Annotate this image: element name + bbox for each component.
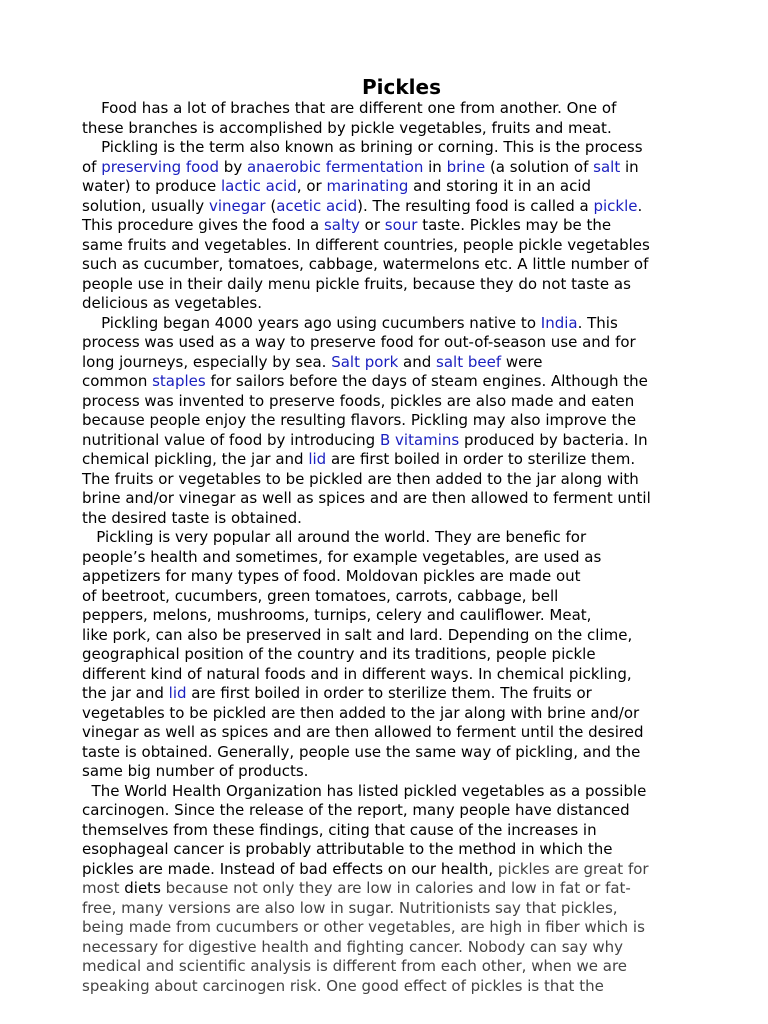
text-line: [82, 704, 722, 724]
text-run: of: [82, 157, 102, 176]
text-run: such as cucumber, tomatoes, cabbage, watermelons etc. A little number of: [82, 255, 649, 273]
text-line: [82, 509, 722, 529]
text-run: common: [82, 372, 153, 390]
text-line: [82, 587, 722, 607]
text-line: [82, 977, 722, 997]
text-line: [82, 782, 722, 802]
text-line: [82, 938, 722, 958]
text-line: [82, 606, 722, 626]
text-run: these branches is accomplished by pickle vegetables, fruits and meat.: [82, 118, 612, 137]
text-run: carcinogen. Since the release of the report, many people have distanced: [82, 801, 630, 819]
text-run: delicious as vegetables.: [82, 294, 262, 312]
text-line: [82, 216, 722, 236]
body-text: [82, 99, 722, 996]
text-line: [82, 99, 722, 119]
hyperlink[interactable]: lid: [168, 684, 187, 702]
text-run: speaking about carcinogen risk. One good effect of pickles is that the: [82, 976, 604, 995]
text-run: being made from cucumbers or other vegetables, are high in fiber which is: [82, 918, 645, 936]
hyperlink[interactable]: salt beef: [436, 352, 502, 371]
hyperlink[interactable]: brine: [446, 157, 486, 176]
text-line: [82, 236, 722, 256]
text-line: [82, 294, 722, 314]
text-line: [82, 723, 722, 743]
text-run: Pickling is the term also known as brining or corning. This is the process: [82, 138, 643, 156]
text-line: [82, 255, 722, 275]
text-run: most: [82, 879, 125, 897]
text-run: (a solution of: [485, 157, 594, 176]
text-run: the jar and: [82, 684, 169, 702]
text-line: [82, 957, 722, 977]
text-run: people’s health and sometimes, for example vegetables, are used as: [82, 547, 602, 566]
text-run: water) to produce: [82, 177, 221, 195]
text-line: [82, 411, 722, 431]
text-line: [82, 762, 722, 782]
text-run: different kind of natural foods and in different ways. In chemical pickling,: [82, 664, 632, 683]
text-run: pickles are great for: [497, 859, 649, 878]
hyperlink[interactable]: salt: [593, 157, 621, 176]
text-line: [82, 918, 722, 938]
hyperlink[interactable]: Salt pork: [331, 352, 399, 371]
text-run: because not only they are low in calories and low in fat or fat-: [160, 879, 631, 897]
text-run: medical and scientific analysis is different from each other, when we are: [82, 957, 628, 975]
text-run: like pork, can also be preserved in salt and lard. Depending on the clime,: [82, 625, 633, 644]
text-line: [82, 743, 722, 763]
text-line: [82, 645, 722, 665]
text-line: [82, 840, 722, 860]
text-run: diets: [124, 879, 161, 897]
hyperlink[interactable]: pickle: [593, 196, 638, 215]
text-line: [82, 801, 722, 821]
text-line: [82, 879, 722, 899]
text-line: [82, 489, 722, 509]
text-run: of beetroot, cucumbers, green tomatoes, carrots, cabbage, bell: [82, 586, 559, 605]
text-line: [82, 119, 722, 139]
text-run: for sailors before the days of steam engines. Although the: [205, 372, 648, 390]
text-line: [82, 626, 722, 646]
text-run: chemical pickling, the jar and: [82, 450, 309, 468]
text-run: Pickling began 4000 years ago using cucumbers native to: [82, 313, 541, 332]
hyperlink[interactable]: sour: [384, 216, 418, 234]
text-run: or: [359, 216, 385, 234]
text-run: same big number of products.: [82, 762, 309, 780]
text-run: pickles are made. Instead of bad effects on our health,: [82, 859, 498, 878]
text-line: [82, 158, 722, 178]
text-run: solution, usually: [82, 196, 209, 215]
text-run: Food has a lot of braches that are different one from another. One of: [82, 99, 617, 117]
text-run: produced by bacteria. In: [459, 430, 648, 449]
text-line: [82, 860, 722, 880]
text-run: esophageal cancer is probably attributable to the method in which the: [82, 840, 613, 858]
text-line: [82, 899, 722, 919]
hyperlink[interactable]: acetic acid: [276, 196, 358, 215]
text-line: [82, 275, 722, 295]
text-run: (: [265, 196, 277, 215]
text-line: [82, 470, 722, 490]
text-line: [82, 567, 722, 587]
hyperlink[interactable]: salty: [323, 216, 360, 234]
text-run: in: [423, 157, 447, 176]
text-run: process was used as a way to preserve food for out-of-season use and for: [82, 333, 636, 351]
text-run: taste. Pickles may be the: [417, 216, 612, 234]
text-run: taste is obtained. Generally, people use the same way of pickling, and the: [82, 742, 641, 761]
text-run: necessary for digestive health and fighting cancer. Nobody can say why: [82, 937, 624, 956]
text-run: are first boiled in order to sterilize them. The fruits or: [186, 684, 592, 702]
text-line: [82, 314, 722, 334]
text-run: vegetables to be pickled are then added to the jar along with brine and/or: [82, 703, 640, 722]
text-run: brine and/or vinegar as well as spices and are then allowed to ferment until: [82, 489, 651, 507]
text-run: .: [637, 196, 643, 215]
hyperlink[interactable]: India: [540, 313, 578, 332]
hyperlink[interactable]: vinegar: [208, 196, 266, 215]
text-line: [82, 684, 722, 704]
text-run: free, many versions are also low in sugar. Nutritionists say that pickles,: [82, 898, 618, 917]
text-run: are first boiled in order to sterilize them.: [326, 450, 636, 468]
text-run: the desired taste is obtained.: [82, 508, 302, 527]
text-run: because people enjoy the resulting flavors. Pickling may also improve the: [82, 411, 637, 429]
text-run: nutritional value of food by introducing: [82, 430, 380, 449]
text-run: Pickling is very popular all around the world. They are benefic for: [82, 528, 587, 546]
text-line: [82, 528, 722, 548]
text-run: vinegar as well as spices and are then allowed to ferment until the desired: [82, 723, 644, 741]
hyperlink[interactable]: lid: [308, 450, 327, 468]
text-run: The World Health Organization has listed pickled vegetables as a possible: [82, 781, 647, 800]
text-run: This procedure gives the food a: [82, 216, 324, 234]
text-line: [82, 392, 722, 412]
text-run: same fruits and vegetables. In different countries, people pickle vegetables: [82, 235, 650, 254]
hyperlink[interactable]: staples: [152, 372, 206, 390]
text-run: and storing it in an acid: [408, 177, 592, 195]
text-line: [82, 548, 722, 568]
text-run: and: [398, 352, 437, 371]
hyperlink[interactable]: marinating: [326, 177, 409, 195]
text-run: . This: [577, 313, 618, 332]
page-title: Pickles: [362, 75, 441, 99]
text-line: [82, 177, 722, 197]
hyperlink[interactable]: anaerobic fermentation: [246, 157, 424, 176]
text-run: , or: [296, 177, 327, 195]
text-run: by: [219, 157, 247, 176]
text-line: [82, 821, 722, 841]
text-run: were: [501, 352, 543, 371]
text-line: [82, 197, 722, 217]
text-run: long journeys, especially by sea.: [82, 352, 332, 371]
text-line: [82, 450, 722, 470]
text-run: ). The resulting food is called a: [357, 196, 594, 215]
text-run: geographical position of the country and its traditions, people pickle: [82, 645, 596, 663]
hyperlink[interactable]: preserving food: [101, 157, 220, 176]
text-line: [82, 333, 722, 353]
text-run: in: [620, 157, 639, 176]
text-line: [82, 353, 722, 373]
text-line: [82, 372, 722, 392]
text-run: peppers, melons, mushrooms, turnips, celery and cauliflower. Meat,: [82, 606, 592, 624]
text-line: [82, 665, 722, 685]
text-run: process was invented to preserve foods, pickles are also made and eaten: [82, 391, 635, 410]
text-line: [82, 138, 722, 158]
text-run: themselves from these findings, citing that cause of the increases in: [82, 820, 597, 839]
text-run: appetizers for many types of food. Moldovan pickles are made out: [82, 567, 581, 585]
text-run: The fruits or vegetables to be pickled are then added to the jar along with: [82, 469, 639, 488]
text-line: [82, 431, 722, 451]
hyperlink[interactable]: B vitamins: [379, 430, 460, 449]
hyperlink[interactable]: lactic acid: [221, 177, 297, 195]
text-run: people use in their daily menu pickle fruits, because they do not taste as: [82, 274, 631, 293]
